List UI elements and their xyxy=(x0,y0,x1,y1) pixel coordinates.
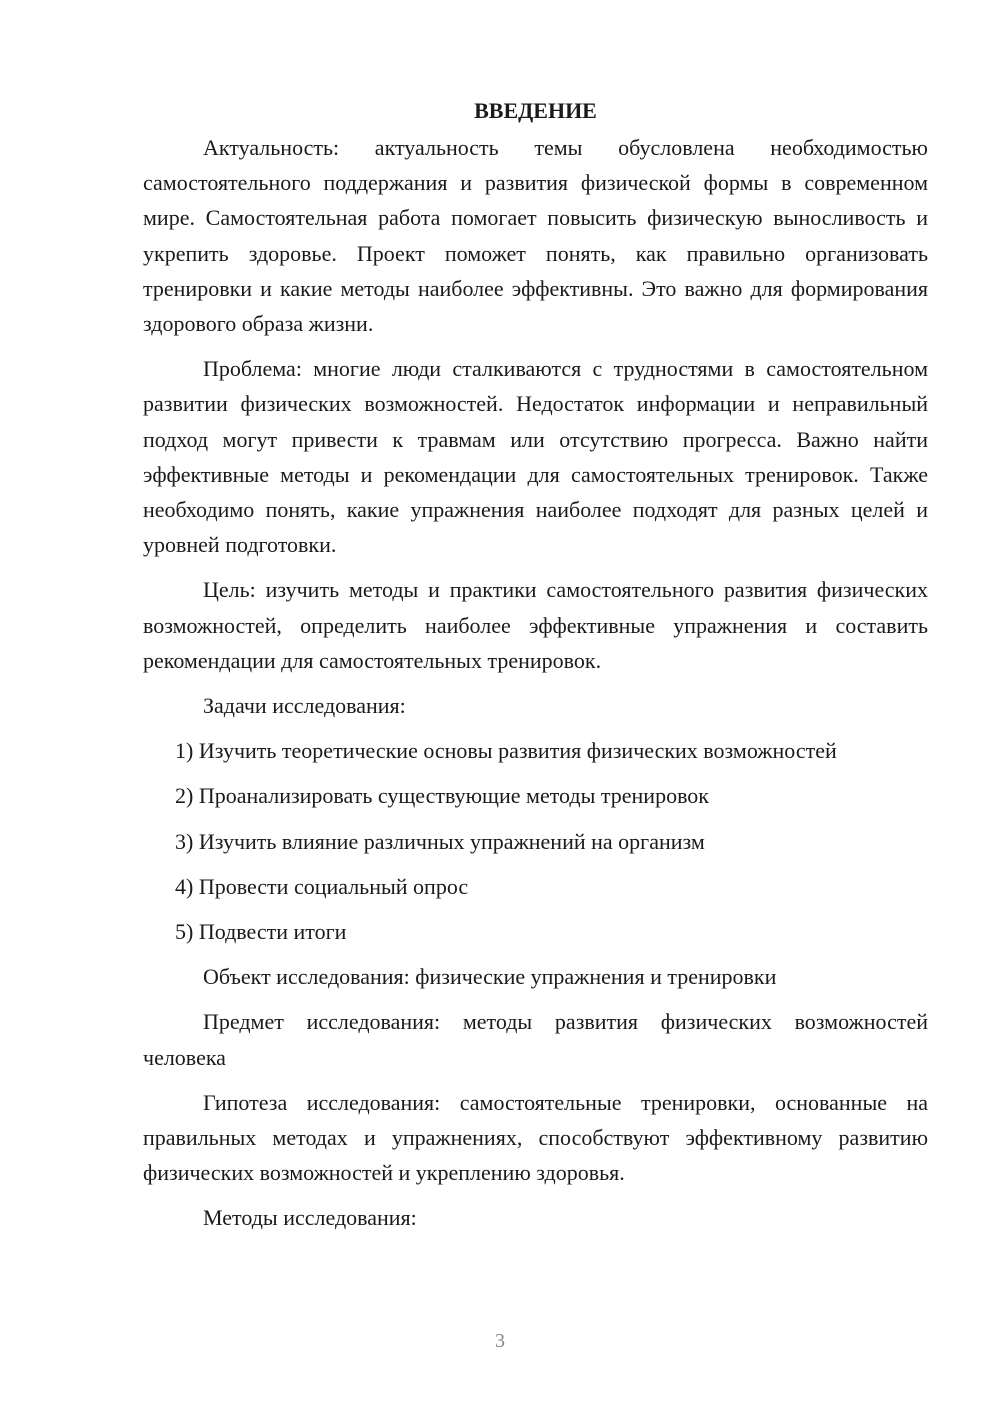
paragraph-object: Объект исследования: физические упражнения и тренировки xyxy=(203,964,777,990)
list-item: 5) Подвести итоги xyxy=(175,919,347,945)
tasks-heading: Задачи исследования: xyxy=(203,693,406,719)
page-number: 3 xyxy=(495,1330,505,1352)
list-item: 4) Провести социальный опрос xyxy=(175,873,469,899)
paragraph-goal: Цель: изучить методы и практики самостоятельного развития физических возможностей, определить наиболее эффективные упражнения и составить рекомендации для самостоятельных тренировок. xyxy=(143,577,928,673)
paragraph-problem: Проблема: многие люди сталкиваются с трудностями в самостоятельном развитии физических возможностей. Недостаток информации и неправильный подход могут привести к травмам или отсутствию прогресса. Важно найти эффективные методы и рекомендации для самостоятельных тренировок. Также необходимо понять, какие упражнения наиболее подходят для разных целей и уровней подготовки. xyxy=(143,356,928,558)
page-title: ВВЕДЕНИЕ xyxy=(474,98,597,123)
tasks-list xyxy=(143,733,928,949)
paragraph-subject: Предмет исследования: методы развития физических возможностей человека xyxy=(143,1009,928,1070)
list-item: 3) Изучить влияние различных упражнений на организм xyxy=(175,828,705,854)
list-item: 1) Изучить теоретические основы развития физических возможностей xyxy=(175,738,837,764)
methods-heading: Методы исследования: xyxy=(203,1205,417,1231)
paragraph-relevance: Актуальность: актуальность темы обусловлена необходимостью самостоятельного поддержания и развития физической формы в современном мире. Самостоятельная работа помогает повысить физическую выносливость и укрепить здоровье. Проект поможет понять, как правильно организовать тренировки и какие методы наиболее эффективны. Это важно для формирования здорового образа жизни. xyxy=(143,135,928,337)
list-item: 2) Проанализировать существующие методы тренировок xyxy=(175,783,709,809)
paragraph-hypothesis: Гипотеза исследования: самостоятельные тренировки, основанные на правильных методах и упражнениях, способствуют эффективному развитию физических возможностей и укреплению здоровья. xyxy=(143,1089,928,1186)
